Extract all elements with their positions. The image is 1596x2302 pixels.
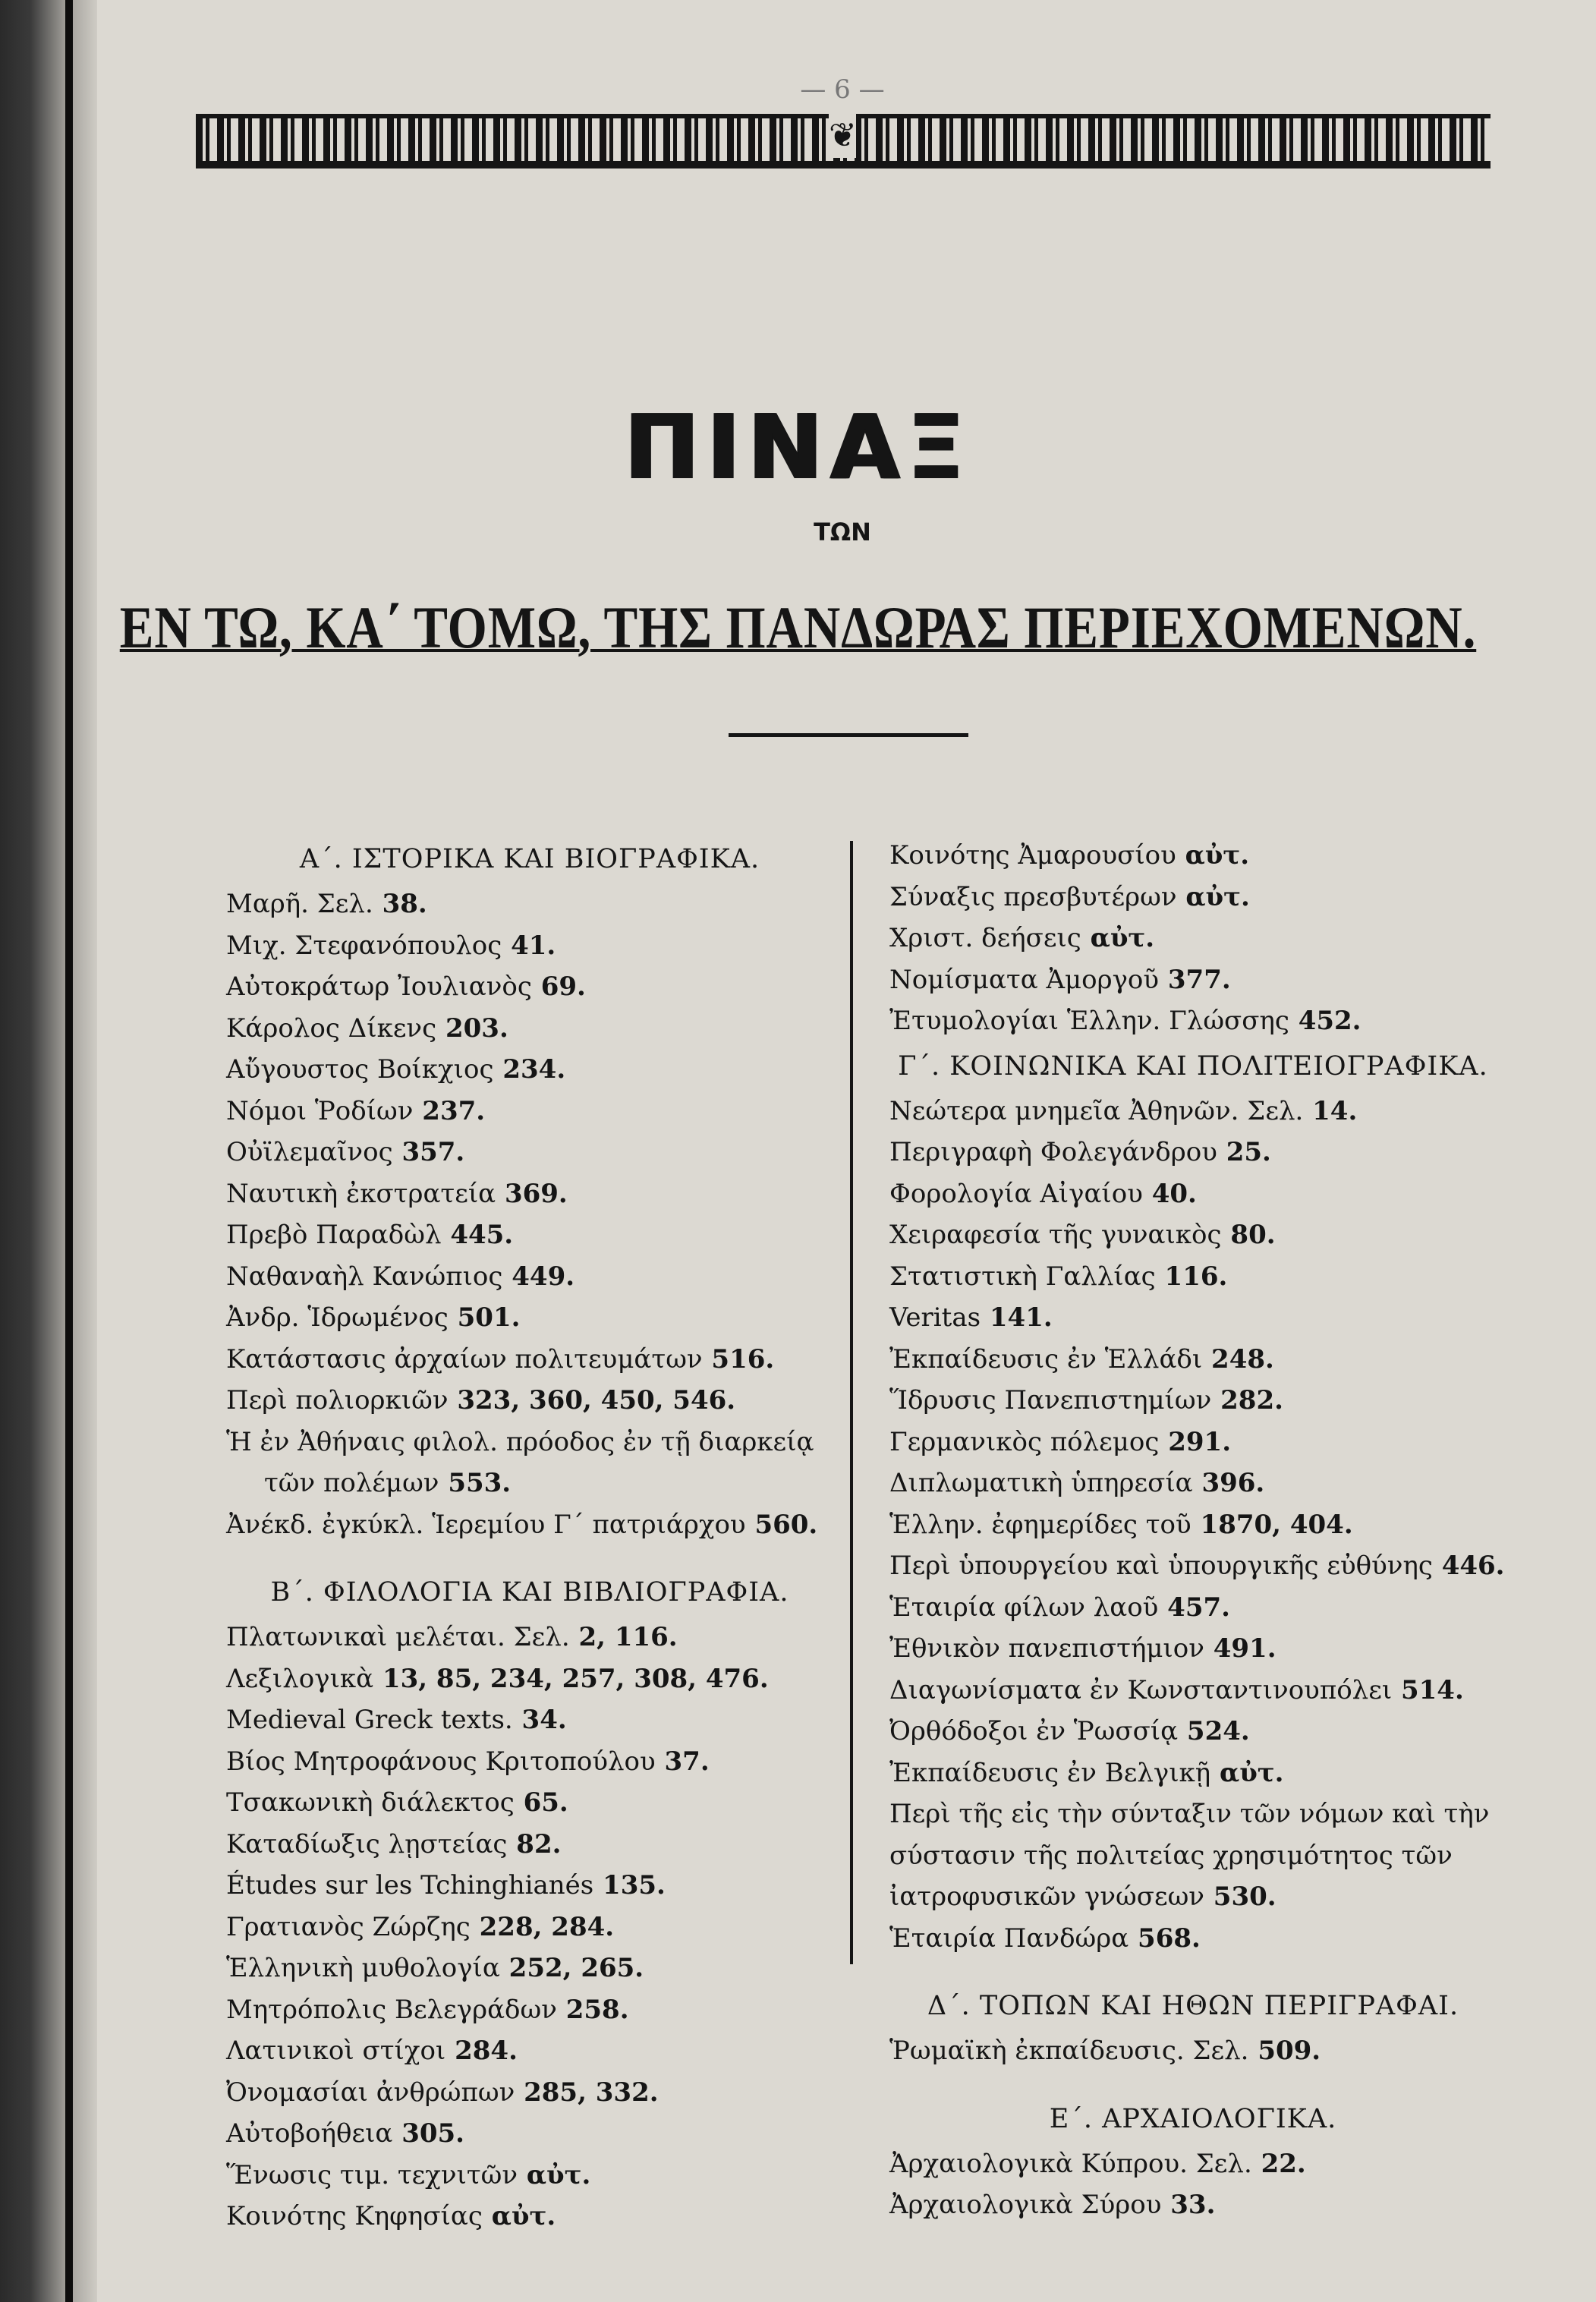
section-places — [889, 1982, 1497, 2072]
index-entry: Ἑλλην. ἐφημερίδες τοῦ 1870, 404. — [889, 1509, 1353, 1540]
index-entry: Ἑταιρία φίλων λαοῦ 457. — [889, 1592, 1230, 1623]
page-title: ΠΙΝΑΞ — [624, 395, 972, 499]
column-divider — [850, 841, 853, 1964]
index-entry: Ἐκπαίδευσις ἐν Βελγικῇ αὐτ. — [889, 1757, 1284, 1788]
index-entry: Γερμανικὸς πόλεμος 291. — [889, 1426, 1232, 1457]
index-entry: Λατινικοὶ στίχοι 284. — [226, 2036, 518, 2066]
index-entry: Περὶ πολιορκιῶν 323, 360, 450, 546. — [226, 1385, 736, 1416]
index-entry: Περιγραφὴ Φολεγάνδρου 25. — [889, 1137, 1271, 1167]
index-entry: Νόμοι Ῥοδίων 237. — [226, 1095, 486, 1126]
page-subtitle — [112, 594, 1484, 662]
index-entry: Ἐτυμολογίαι Ἑλλην. Γλώσσης 452. — [889, 1006, 1361, 1036]
title-divider — [729, 733, 968, 737]
index-entry: Βίος Μητροφάνους Κριτοπούλου 37. — [226, 1746, 710, 1777]
index-entry: Μαρῆ. Σελ. 38. — [226, 889, 427, 919]
index-entry: Διαγωνίσματα ἐν Κωνσταντινουπόλει 514. — [889, 1674, 1464, 1705]
page-subtitle-text: ΕΝ ΤΩ, ΚΑ΄ ΤΟΜΩ, ΤΗΣ ΠΑΝΔΩΡΑΣ ΠΕΡΙΕΧΟΜΕΝΩΝ. — [119, 594, 1477, 660]
index-entry: Πρεβὸ Παραδὼλ 445. — [226, 1220, 514, 1250]
index-entry: Ἡ ἐν Ἀθήναις φιλολ. πρόοδος ἐν τῇ διαρκείᾳ τῶν πολέμων 553. — [226, 1426, 814, 1498]
right-column — [889, 835, 1505, 2226]
index-entry: Αὐτοβοήθεια 305. — [226, 2118, 465, 2149]
index-entry: Ναυτικὴ ἐκστρατεία 369. — [226, 1178, 568, 1209]
section-heading: Δ΄. ΤΟΠΩΝ ΚΑΙ ΗΘΩΝ ΠΕΡΙΓΡΑΦΑΙ. — [927, 1991, 1459, 2021]
index-entry: Αὐτοκράτωρ Ἰουλιανὸς 69. — [226, 972, 586, 1002]
title-article: ΤΩΝ — [814, 518, 871, 546]
index-entry: Κοινότης Κηφησίας αὐτ. — [226, 2201, 556, 2231]
index-entry: Περὶ ὑπουργείου καὶ ὑπουργικῆς εὐθύνης 446. — [889, 1551, 1505, 1581]
index-entry: Σύναξις πρεσβυτέρων αὐτ. — [889, 881, 1250, 912]
index-entry: Καταδίωξις λῃστείας 82. — [226, 1828, 562, 1860]
index-entry: Ἀνδρ. Ἱδρωμένος 501. — [226, 1302, 521, 1333]
index-entry: Τσακωνικὴ διάλεκτος 65. — [226, 1787, 568, 1818]
ornament-rule — [196, 161, 1491, 168]
index-entry: Ἕνωσις τιμ. τεχνιτῶν αὐτ. — [226, 2159, 591, 2190]
left-column — [226, 835, 833, 2237]
index-entry: Medieval Greck texts. 34. — [226, 1705, 567, 1735]
index-entry: Ὀρθόδοξοι ἐν Ῥωσσίᾳ 524. — [889, 1716, 1250, 1746]
index-entry: Πλατωνικαὶ μελέται. Σελ. 2, 116. — [226, 1622, 678, 1652]
index-entry: Στατιστικὴ Γαλλίας 116. — [889, 1261, 1228, 1292]
index-entry: Αὔγουστος Βοίκχιος 234. — [226, 1054, 566, 1085]
index-entry: Ὀνομασίαι ἀνθρώπων 285, 332. — [226, 2077, 659, 2108]
section-archaeology — [889, 2095, 1497, 2226]
continued-entries — [889, 835, 1497, 1042]
index-entry: Ἐκπαίδευσις ἐν Ἑλλάδι 248. — [889, 1343, 1274, 1375]
section-historical — [226, 835, 833, 1545]
index-entry: Veritas 141. — [889, 1302, 1053, 1333]
section-heading: Β΄. ΦΙΛΟΛΟΓΙΑ ΚΑΙ ΒΙΒΛΙΟΓΡΑΦΙΑ. — [270, 1577, 789, 1608]
index-entry: Χειραφεσία τῆς γυναικὸς 80. — [889, 1220, 1276, 1250]
section-philology — [226, 1568, 833, 2237]
index-entry: Γρατιανὸς Ζώρζης 228, 284. — [226, 1911, 615, 1942]
index-entry: Περὶ τῆς εἰς τὴν σύνταξιν τῶν νόμων καὶ τὴν σύστασιν τῆς πολιτείας χρησιμότητος τῶν ἰατροφυσικῶν γνώσεων 530. — [889, 1799, 1490, 1912]
section-heading: Γ΄. ΚΟΙΝΩΝΙΚΑ ΚΑΙ ΠΟΛΙΤΕΙΟΓΡΑΦΙΚΑ. — [898, 1050, 1488, 1082]
index-entry: Ἵδρυσις Πανεπιστημίων 282. — [889, 1385, 1283, 1416]
index-entry: Λεξιλογικὰ 13, 85, 234, 257, 308, 476. — [226, 1663, 769, 1694]
section-heading: Ε΄. ΑΡΧΑΙΟΛΟΓΙΚΑ. — [1049, 2103, 1337, 2134]
index-entry: Κοινότης Ἀμαρουσίου αὐτ. — [889, 840, 1250, 871]
index-entry: Études sur les Tchinghianés 135. — [226, 1870, 666, 1900]
index-entry: Κάρολος Δίκενς 203. — [226, 1012, 508, 1044]
index-entry: Ῥωμαϊκὴ ἐκπαίδευσις. Σελ. 509. — [889, 2036, 1321, 2066]
index-entry: Ἀρχαιολογικὰ Σύρου 33. — [889, 2190, 1216, 2220]
index-entry: Ἑταιρία Πανδώρα 568. — [889, 1923, 1201, 1954]
index-entry: Οὐϊλεμαῖνος 357. — [226, 1137, 465, 1167]
binding-spine — [0, 0, 97, 2302]
index-entry: Ἀρχαιολογικὰ Κύπρου. Σελ. 22. — [889, 2148, 1306, 2179]
binding-edge-line — [65, 0, 73, 2302]
index-entry: Κατάστασις ἀρχαίων πολιτευμάτων 516. — [226, 1343, 775, 1375]
index-entry: Νομίσματα Ἀμοργοῦ 377. — [889, 964, 1231, 995]
section-social — [889, 1042, 1505, 1960]
index-entry: Μιχ. Στεφανόπουλος 41. — [226, 930, 556, 961]
index-entry: Ναθαναὴλ Κανώπιος 449. — [226, 1261, 575, 1292]
index-entry: Φορολογία Αἰγαίου 40. — [889, 1178, 1197, 1209]
section-heading: Α΄. ΙΣΤΟΡΙΚΑ ΚΑΙ ΒΙΟΓΡΑΦΙΚΑ. — [299, 844, 760, 874]
index-entry: Χριστ. δεήσεις αὐτ. — [889, 923, 1155, 953]
index-entry: Νεώτερα μνημεῖα Ἀθηνῶν. Σελ. 14. — [889, 1095, 1358, 1126]
index-entry: Ἐθνικὸν πανεπιστήμιον 491. — [889, 1633, 1276, 1664]
ornament-center-icon: ❦ — [829, 114, 856, 158]
index-entry: Διπλωματικὴ ὑπηρεσία 396. — [889, 1468, 1265, 1498]
index-entry: Μητρόπολις Βελεγράδων 258. — [226, 1994, 629, 2025]
page-number: — 6 — — [800, 74, 885, 105]
index-entry: Ἑλληνικὴ μυθολογία 252, 265. — [226, 1953, 644, 1983]
index-entry: Ἀνέκδ. ἐγκύκλ. Ἱερεμίου Γ΄ πατριάρχου 560. — [226, 1509, 818, 1540]
